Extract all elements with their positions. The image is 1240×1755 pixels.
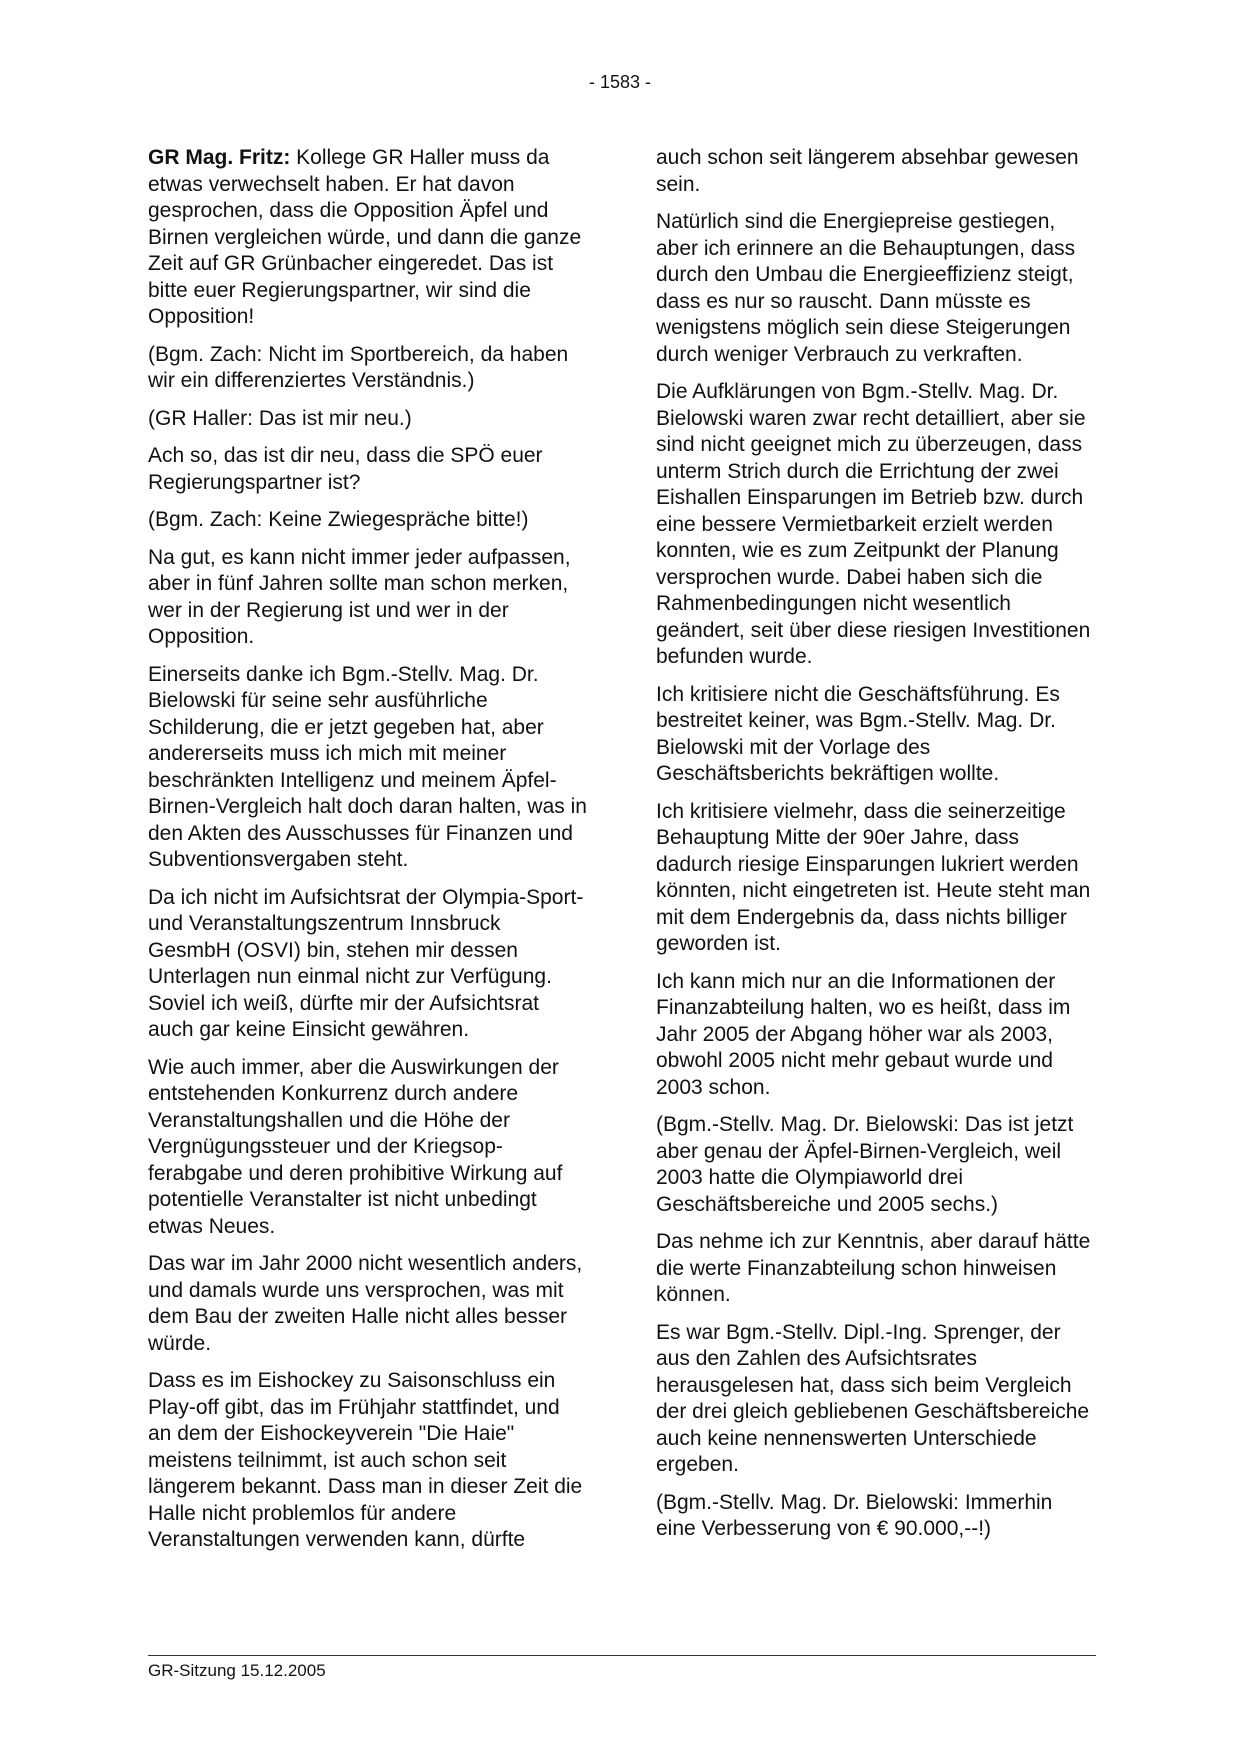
paragraph: Ach so, das ist dir neu, dass die SPÖ euer Regierungspartner ist? xyxy=(148,444,543,494)
right-column xyxy=(656,145,1096,1554)
paragraph: Das war im Jahr 2000 nicht wesentlich anders, und damals wurde uns versprochen, was mit dem Bau der zweiten Halle nicht alles besser würde. xyxy=(148,1252,583,1355)
paragraph: (GR Haller: Das ist mir neu.) xyxy=(148,406,412,430)
paragraph: auch schon seit längerem absehbar gewesen sein. xyxy=(656,146,1079,196)
footer-text: GR-Sitzung 15.12.2005 xyxy=(148,1661,326,1680)
paragraph: (Bgm. Zach: Nicht im Sportbereich, da haben wir ein differenziertes Verständnis.) xyxy=(148,342,569,392)
paragraph: Ich kritisiere vielmehr, dass die seinerzeitige Behauptung Mitte der 90er Jahre, dass dadurch riesige Einsparungen lukriert werden könnten, nicht eingetreten ist. Heute steht man mit dem Endergebnis da, dass nichts billiger geworden ist. xyxy=(656,799,1091,955)
paragraph: Na gut, es kann nicht immer jeder aufpassen, aber in fünf Jahren sollte man schon merken, wer in der Regierung ist und wer in der Opposition. xyxy=(148,545,571,648)
paragraph: Die Aufklärungen von Bgm.-Stellv. Mag. Dr. Bielowski waren zwar recht detailliert, aber sie sind nicht geeignet mich zu überzeugen, dass unterm Strich durch die Errichtung der zwei Eishallen Einsparungen im Betrieb bzw. durch eine bessere Vermietbarkeit erzielt werden konnten, wie es zum Zeitpunkt der Planung versprochen wurde. Dabei haben sich die Rahmenbedingungen nicht wesentlich geändert, seit über diese riesigen Investitionen befunden wurde. xyxy=(656,380,1091,668)
footer-divider xyxy=(148,1655,1096,1656)
paragraph xyxy=(148,145,588,331)
paragraph: Es war Bgm.-Stellv. Dipl.-Ing. Sprenger, der aus den Zahlen des Aufsichtsrates herausgelesen hat, dass sich beim Vergleich der drei gleich gebliebenen Geschäftsbereiche auch keine nennenswerten Unterschiede ergeben. xyxy=(656,1320,1090,1476)
paragraph: Wie auch immer, aber die Auswirkungen der entstehenden Konkurrenz durch andere Veranstaltungshallen und die Höhe der Vergnügungssteuer und der Kriegsopferabgabe und deren prohibitive Wirkung auf potentielle Veranstalter ist nicht unbedingt etwas Neues. xyxy=(148,1055,563,1238)
paragraph: Ich kritisiere nicht die Geschäftsführung. Es bestreitet keiner, was Bgm.-Stellv. Mag. Dr. Bielowski mit der Vorlage des Geschäftsberichts bekräftigen wollte. xyxy=(656,682,1060,785)
paragraph-text: Kollege GR Haller muss da etwas verwechselt haben. Er hat davon gesprochen, dass die Opposition Äpfel und Birnen vergleichen würde, und dann die ganze Zeit auf GR Grünbacher eingeredet. Das ist bitte euer Regierungspartner, wir sind die Opposition! xyxy=(148,146,582,328)
paragraph: (Bgm.-Stellv. Mag. Dr. Bielowski: Immerhin eine Verbesserung von € 90.000,--!) xyxy=(656,1490,1053,1540)
paragraph: (Bgm. Zach: Keine Zwiegespräche bitte!) xyxy=(148,508,529,531)
paragraph: Ich kann mich nur an die Informationen der Finanzabteilung halten, wo es heißt, dass im Jahr 2005 der Abgang höher war als 2003, obwohl 2005 nicht mehr gebaut wurde und 2003 schon. xyxy=(656,969,1071,1099)
speaker-name: GR Mag. Fritz: xyxy=(148,146,291,169)
paragraph: Dass es im Eishockey zu Saisonschluss ein Play-off gibt, das im Frühjahr stattfindet, und an dem der Eishockeyverein "Die Haie" meistens teilnimmt, ist auch schon seit längerem bekannt. Dass man in dieser Zeit die Halle nicht problemlos für andere Veranstaltungen verwenden kann, dürfte xyxy=(148,1369,583,1551)
left-column xyxy=(148,145,588,1565)
paragraph: Da ich nicht im Aufsichtsrat der Olympia-Sport- und Veranstaltungszentrum Innsbruck GesmbH (OSVI) bin, stehen mir dessen Unterlagen nun einmal nicht zur Verfügung. Soviel ich weiß, dürfte mir der Aufsichtsrat auch gar keine Einsicht gewähren. xyxy=(148,885,584,1041)
paragraph: Das nehme ich zur Kenntnis, aber darauf hätte die werte Finanzabteilung schon hinweisen können. xyxy=(656,1230,1091,1306)
paragraph: Natürlich sind die Energiepreise gestiegen, aber ich erinnere an die Behauptungen, dass durch den Umbau die Energieeffizienz steigt, dass es nur so rauscht. Dann müsste es wenigstens möglich sein diese Steigerungen durch weniger Verbrauch zu verkraften. xyxy=(656,210,1076,366)
paragraph: (Bgm.-Stellv. Mag. Dr. Bielowski: Das ist jetzt aber genau der Äpfel-Birnen-Vergleich, weil 2003 hatte die Olympiaworld drei Geschäftsbereiche und 2005 sechs.) xyxy=(656,1113,1074,1216)
page-number: - 1583 - xyxy=(588,72,652,92)
paragraph: Einerseits danke ich Bgm.-Stellv. Mag. Dr. Bielowski für seine sehr ausführliche Schilderung, die er jetzt gegeben hat, aber andererseits muss ich mich mit meiner beschränkten Intelligenz und meinem Äpfel-Birnen-Vergleich halt doch daran halten, was in den Akten des Ausschusses für Finanzen und Subventionsvergaben steht. xyxy=(148,662,587,871)
